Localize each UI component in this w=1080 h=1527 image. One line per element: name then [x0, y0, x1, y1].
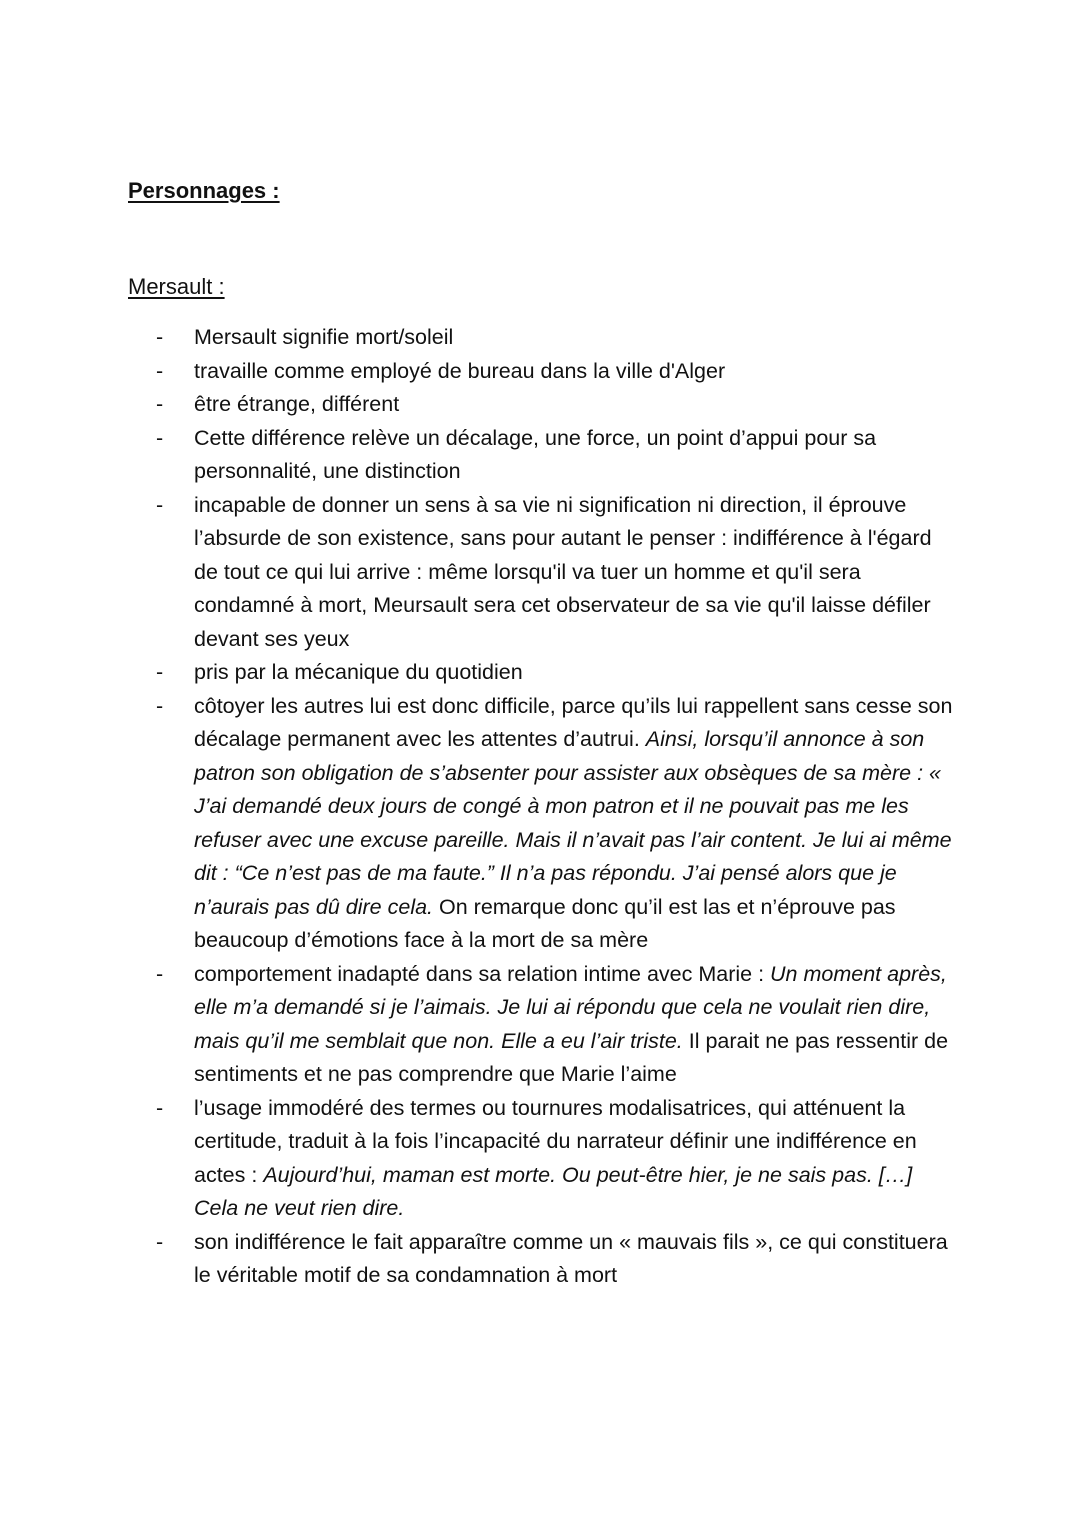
bullet-list [128, 321, 958, 1293]
list-item [128, 656, 958, 690]
bullet-dash: - [156, 1095, 164, 1120]
bullet-text: côtoyer les autres lui est donc difficile, parce qu’ils lui rappellent sans cesse son décalage permanent avec les attentes d’autrui. [194, 693, 953, 751]
list-item [128, 690, 958, 958]
bullet-dash: - [156, 325, 164, 349]
bullet-text: incapable de donner un sens à sa vie ni signification ni direction, il éprouve l’absurde de son existence, sans pour autant le penser : indifférence à l'égard de tout ce qui lui arrive : même lorsqu'il va tuer un homme et qu'il sera condamné à mort, Meursault sera cet observateur de sa vie qu'il laisse défiler devant ses yeux [194, 492, 932, 651]
bullet-text: travaille comme employé de bureau dans la ville d'Alger [194, 358, 726, 383]
list-item [128, 321, 958, 355]
bullet-dash: - [156, 492, 164, 517]
section-title: Personnages : [128, 178, 280, 203]
bullet-text: son indifférence le fait apparaître comme un « mauvais fils », ce qui constituera le véritable motif de sa condamnation à mort [194, 1229, 948, 1287]
bullet-dash: - [156, 1229, 164, 1254]
bullet-text: On remarque donc qu’il est las et n’éprouve pas beaucoup d’émotions face à la mort de sa mère [194, 894, 896, 952]
bullet-dash: - [156, 660, 164, 684]
list-item [128, 1092, 958, 1226]
bullet-text: Il parait ne pas ressentir de sentiments et ne pas comprendre que Marie l’aime [194, 1028, 949, 1086]
bullet-dash: - [156, 425, 164, 450]
list-item [128, 958, 958, 1092]
bullet-text: l’usage immodéré des termes ou tournures modalisatrices, qui atténuent la certitude, traduit à la fois l’incapacité du narrateur définir une indifférence en actes : [194, 1095, 917, 1187]
bullet-dash: - [156, 693, 164, 718]
bullet-dash: - [156, 961, 164, 986]
list-item [128, 489, 958, 657]
bullet-text: Mersault signifie mort/soleil [194, 325, 454, 349]
bullet-text: pris par la mécanique du quotidien [194, 660, 523, 684]
bullet-text: comportement inadapté dans sa relation intime avec Marie : [194, 961, 771, 986]
list-item [128, 1226, 958, 1293]
quote-text: Aujourd’hui, maman est morte. Ou peut-être hier, je ne sais pas. […] Cela ne veut rien dire. [194, 1162, 913, 1220]
list-item [128, 355, 958, 389]
quote-text: Un moment après, elle m’a demandé si je l’aimais. Je lui ai répondu que cela ne voulait rien dire, mais qu’il me semblait que non. Elle a eu l’air triste. [194, 961, 947, 1053]
bullet-dash: - [156, 358, 164, 383]
bullet-text: Cette différence relève un décalage, une force, un point d’appui pour sa personnalité, une distinction [194, 425, 877, 483]
subsection-title: Mersault : [128, 274, 225, 299]
list-item [128, 388, 958, 422]
bullet-text: être étrange, différent [194, 392, 400, 416]
list-item [128, 422, 958, 489]
quote-text: Ainsi, lorsqu’il annonce à son patron son obligation de s’absenter pour assister aux obsèques de sa mère : « J’ai demandé deux jours de congé à mon patron et il ne pouvait pas me les refuser avec une excuse pareille. Mais il n’avait pas l’air content. Je lui ai même dit : “Ce n’est pas de ma faute.” Il n’a pas répondu. J’ai pensé alors que je n’aurais pas dû dire cela. [194, 727, 952, 919]
bullet-dash: - [156, 392, 164, 416]
